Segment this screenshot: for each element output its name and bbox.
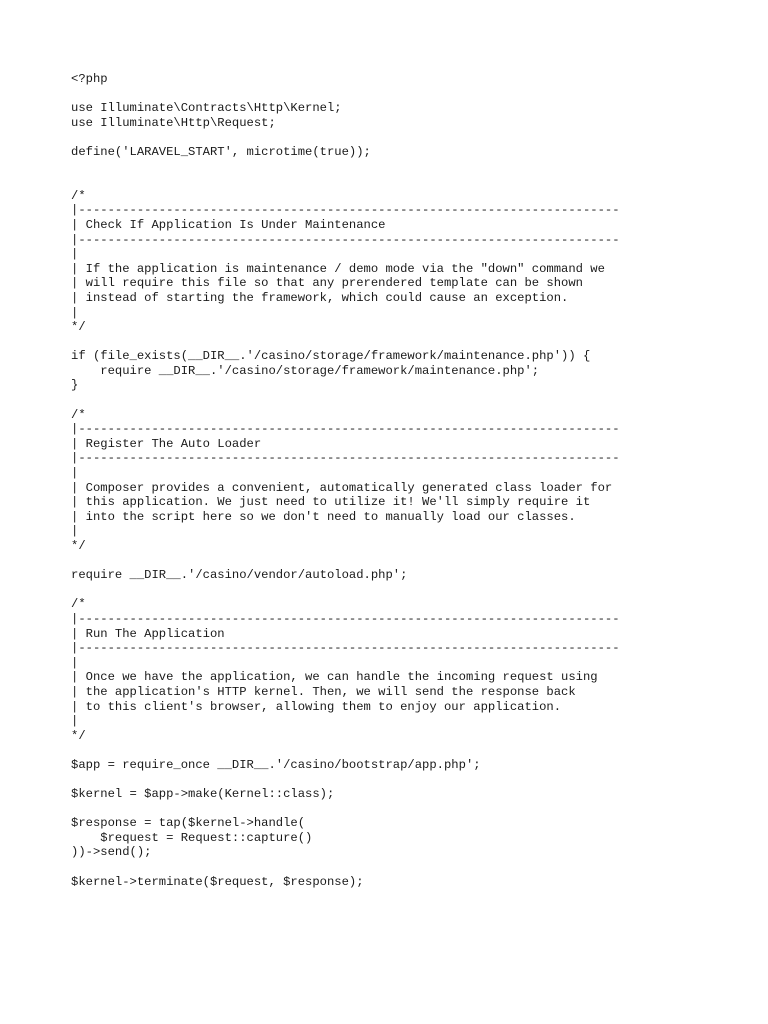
code-line: */ <box>71 728 86 743</box>
code-line: | Run The Application <box>71 626 225 641</box>
code-line: |-------------------------------------------------------------------------- <box>71 611 620 626</box>
code-line: /* <box>71 407 86 422</box>
blank-line <box>71 87 751 102</box>
code-line: | this application. We just need to utilize it! We'll simply require it <box>71 495 591 510</box>
code-line: define('LARAVEL_START', microtime(true)); <box>71 144 371 159</box>
code-line: */ <box>71 539 86 553</box>
code-line: require __DIR__.'/casino/storage/framework/maintenance.php'; <box>71 363 540 378</box>
code-line: $kernel->terminate($request, $response); <box>71 874 364 889</box>
code-line: | Check If Application Is Under Maintenance <box>71 217 386 232</box>
code-line: $kernel = $app->make(Kernel::class); <box>71 787 335 802</box>
blank-line <box>71 554 751 569</box>
code-line: use Illuminate\Http\Request; <box>71 115 276 130</box>
code-line: $request = Request::capture() <box>71 830 313 845</box>
code-line: require __DIR__.'/casino/vendor/autoload.php'; <box>71 568 408 583</box>
code-line: use Illuminate\Contracts\Http\Kernel; <box>71 101 342 116</box>
code-line: | will require this file so that any prerendered template can be shown <box>71 276 583 291</box>
code-line: */ <box>71 320 86 335</box>
code-line: /* <box>71 597 86 612</box>
code-line: } <box>71 378 79 393</box>
blank-line <box>71 393 751 408</box>
blank-line <box>71 174 751 189</box>
code-line: | If the application is maintenance / demo mode via the "down" command we <box>71 261 605 276</box>
blank-line <box>71 583 751 598</box>
php-code-block <box>71 72 751 889</box>
code-line: | <box>71 524 79 539</box>
code-line: |-------------------------------------------------------------------------- <box>71 203 620 218</box>
code-line: |-------------------------------------------------------------------------- <box>71 422 620 437</box>
code-line: | <box>71 655 79 670</box>
code-line: |-------------------------------------------------------------------------- <box>71 232 620 247</box>
code-line: $app = require_once __DIR__.'/casino/bootstrap/app.php'; <box>71 757 481 772</box>
blank-line <box>71 160 751 175</box>
code-line: | Once we have the application, we can handle the incoming request using <box>71 670 598 685</box>
code-line: | <box>71 305 79 320</box>
blank-line <box>71 773 751 788</box>
blank-line <box>71 335 751 350</box>
code-line: | <box>71 714 79 729</box>
code-line: |-------------------------------------------------------------------------- <box>71 451 620 466</box>
blank-line <box>71 130 751 145</box>
blank-line <box>71 743 751 758</box>
code-line: | to this client's browser, allowing them to enjoy our application. <box>71 699 562 714</box>
blank-line <box>71 802 751 817</box>
code-line: | Register The Auto Loader <box>71 436 262 451</box>
code-line: | instead of starting the framework, which could cause an exception. <box>71 290 569 305</box>
code-line: | the application's HTTP kernel. Then, we will send the response back <box>71 684 576 699</box>
code-line: $response = tap($kernel->handle( <box>71 816 306 831</box>
code-line: | <box>71 466 79 481</box>
code-line: ))->send(); <box>71 845 152 860</box>
code-line: | Composer provides a convenient, automatically generated class loader for <box>71 480 613 495</box>
code-line: |-------------------------------------------------------------------------- <box>71 641 620 656</box>
code-line: <?php <box>71 72 108 86</box>
code-line: /* <box>71 188 86 203</box>
code-line: | into the script here so we don't need to manually load our classes. <box>71 509 576 524</box>
code-line: | <box>71 247 79 262</box>
code-line: if (file_exists(__DIR__.'/casino/storage/framework/maintenance.php')) { <box>71 349 591 364</box>
blank-line <box>71 860 751 875</box>
